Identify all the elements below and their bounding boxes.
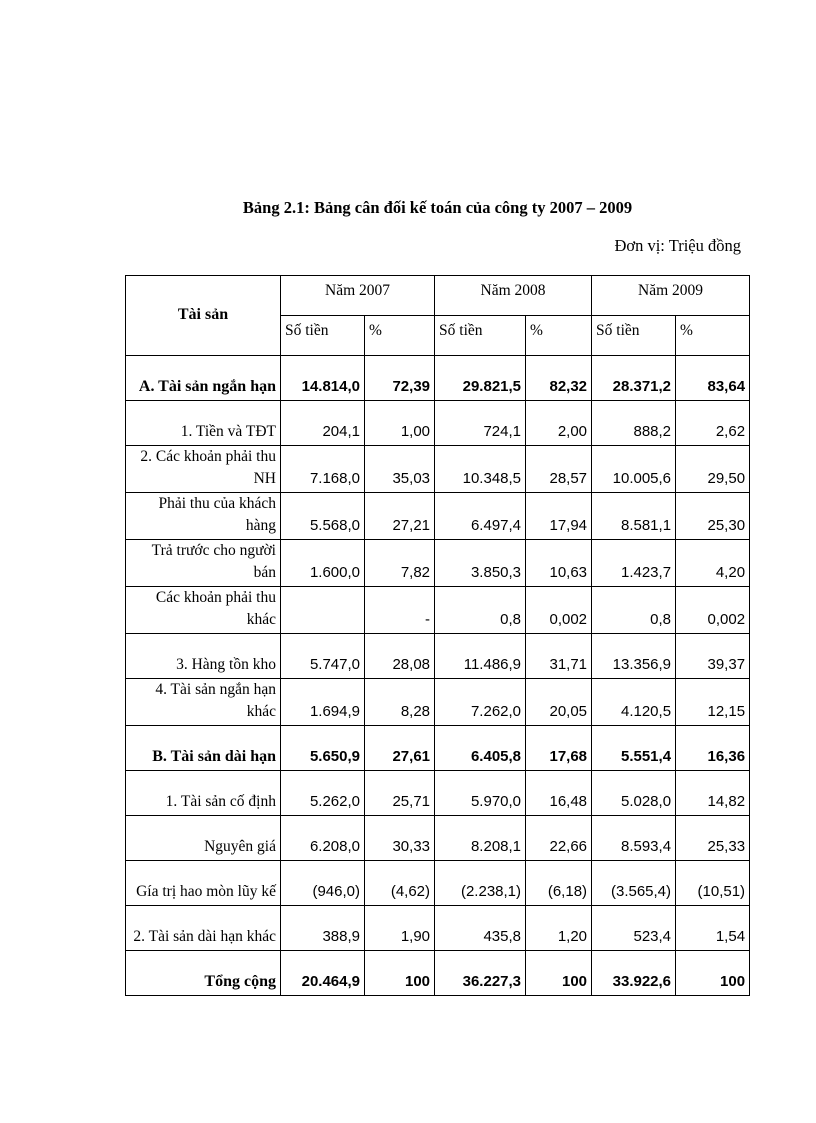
amount-cell: 5.970,0 bbox=[435, 771, 526, 816]
amount-cell: 6.497,4 bbox=[435, 493, 526, 540]
percent-cell: 100 bbox=[676, 951, 750, 996]
amount-cell: 20.464,9 bbox=[281, 951, 365, 996]
percent-cell: (10,51) bbox=[676, 861, 750, 906]
percent-cell: 17,68 bbox=[526, 726, 592, 771]
amount-cell: 5.747,0 bbox=[281, 634, 365, 679]
percent-cell: 25,71 bbox=[365, 771, 435, 816]
amount-cell: 5.568,0 bbox=[281, 493, 365, 540]
percent-header-2007: % bbox=[365, 316, 435, 356]
row-label: Các khoản phải thu khác bbox=[126, 587, 281, 634]
percent-cell: 20,05 bbox=[526, 679, 592, 726]
percent-cell: 83,64 bbox=[676, 356, 750, 401]
table-row bbox=[126, 587, 750, 634]
amount-header-2008: Số tiền bbox=[435, 316, 526, 356]
percent-cell: 14,82 bbox=[676, 771, 750, 816]
amount-header-2009: Số tiền bbox=[592, 316, 676, 356]
amount-cell: 28.371,2 bbox=[592, 356, 676, 401]
percent-cell: 8,28 bbox=[365, 679, 435, 726]
table-row bbox=[126, 401, 750, 446]
row-label: Gía trị hao mòn lũy kế bbox=[126, 861, 281, 906]
amount-cell: 435,8 bbox=[435, 906, 526, 951]
percent-cell: 31,71 bbox=[526, 634, 592, 679]
percent-cell: 25,33 bbox=[676, 816, 750, 861]
row-label: A. Tài sản ngắn hạn bbox=[126, 356, 281, 401]
table-row bbox=[126, 726, 750, 771]
amount-cell: 4.120,5 bbox=[592, 679, 676, 726]
amount-cell bbox=[281, 587, 365, 634]
percent-cell: 16,48 bbox=[526, 771, 592, 816]
amount-cell: 5.551,4 bbox=[592, 726, 676, 771]
percent-cell: 17,94 bbox=[526, 493, 592, 540]
amount-cell: 0,8 bbox=[592, 587, 676, 634]
row-label: Nguyên giá bbox=[126, 816, 281, 861]
amount-cell: 1.600,0 bbox=[281, 540, 365, 587]
year-header-2008: Năm 2008 bbox=[435, 276, 592, 316]
percent-cell: 2,00 bbox=[526, 401, 592, 446]
percent-cell: 27,21 bbox=[365, 493, 435, 540]
amount-cell: 13.356,9 bbox=[592, 634, 676, 679]
amount-cell: 36.227,3 bbox=[435, 951, 526, 996]
table-row bbox=[126, 540, 750, 587]
year-header-2007: Năm 2007 bbox=[281, 276, 435, 316]
percent-cell: 1,90 bbox=[365, 906, 435, 951]
amount-cell: 7.262,0 bbox=[435, 679, 526, 726]
percent-cell: 1,20 bbox=[526, 906, 592, 951]
percent-cell: 0,002 bbox=[676, 587, 750, 634]
row-label: Trả trước cho người bán bbox=[126, 540, 281, 587]
row-label: Tổng cộng bbox=[126, 951, 281, 996]
year-header-2009: Năm 2009 bbox=[592, 276, 750, 316]
percent-cell: 28,57 bbox=[526, 446, 592, 493]
row-label: 1. Tài sản cố định bbox=[126, 771, 281, 816]
amount-cell: (2.238,1) bbox=[435, 861, 526, 906]
table-row bbox=[126, 493, 750, 540]
percent-cell: 1,54 bbox=[676, 906, 750, 951]
row-label: 1. Tiền và TĐT bbox=[126, 401, 281, 446]
percent-cell: 29,50 bbox=[676, 446, 750, 493]
amount-cell: 5.650,9 bbox=[281, 726, 365, 771]
percent-cell: 28,08 bbox=[365, 634, 435, 679]
percent-cell: 16,36 bbox=[676, 726, 750, 771]
row-label: 4. Tài sản ngắn hạn khác bbox=[126, 679, 281, 726]
percent-cell: 2,62 bbox=[676, 401, 750, 446]
percent-header-2008: % bbox=[526, 316, 592, 356]
amount-cell: 5.028,0 bbox=[592, 771, 676, 816]
percent-cell: 25,30 bbox=[676, 493, 750, 540]
row-label: 2. Các khoản phải thu NH bbox=[126, 446, 281, 493]
amount-cell: 388,9 bbox=[281, 906, 365, 951]
percent-cell: 39,37 bbox=[676, 634, 750, 679]
percent-cell: 12,15 bbox=[676, 679, 750, 726]
percent-cell: 30,33 bbox=[365, 816, 435, 861]
percent-cell: 4,20 bbox=[676, 540, 750, 587]
amount-cell: 1.694,9 bbox=[281, 679, 365, 726]
amount-cell: 0,8 bbox=[435, 587, 526, 634]
percent-cell: 100 bbox=[526, 951, 592, 996]
percent-cell: 0,002 bbox=[526, 587, 592, 634]
percent-cell: (4,62) bbox=[365, 861, 435, 906]
percent-cell: 22,66 bbox=[526, 816, 592, 861]
table-row bbox=[126, 861, 750, 906]
asset-header: Tài sản bbox=[126, 276, 281, 356]
amount-cell: 10.348,5 bbox=[435, 446, 526, 493]
amount-cell: (3.565,4) bbox=[592, 861, 676, 906]
table-row bbox=[126, 446, 750, 493]
percent-cell: 72,39 bbox=[365, 356, 435, 401]
amount-cell: 8.593,4 bbox=[592, 816, 676, 861]
percent-header-2009: % bbox=[676, 316, 750, 356]
percent-cell: 35,03 bbox=[365, 446, 435, 493]
amount-cell: 523,4 bbox=[592, 906, 676, 951]
table-row bbox=[126, 679, 750, 726]
unit-label: Đơn vị: Triệu đồng bbox=[614, 236, 741, 255]
percent-cell: 82,32 bbox=[526, 356, 592, 401]
amount-cell: 8.208,1 bbox=[435, 816, 526, 861]
amount-cell: 6.208,0 bbox=[281, 816, 365, 861]
balance-sheet-table bbox=[125, 275, 750, 996]
table-row bbox=[126, 951, 750, 996]
percent-cell: 1,00 bbox=[365, 401, 435, 446]
amount-cell: 724,1 bbox=[435, 401, 526, 446]
amount-cell: 8.581,1 bbox=[592, 493, 676, 540]
row-label: 3. Hàng tồn kho bbox=[126, 634, 281, 679]
percent-cell: 7,82 bbox=[365, 540, 435, 587]
amount-cell: 33.922,6 bbox=[592, 951, 676, 996]
amount-cell: 5.262,0 bbox=[281, 771, 365, 816]
table-row bbox=[126, 634, 750, 679]
table-row bbox=[126, 356, 750, 401]
percent-cell: - bbox=[365, 587, 435, 634]
amount-cell: 204,1 bbox=[281, 401, 365, 446]
row-label: Phải thu của khách hàng bbox=[126, 493, 281, 540]
percent-cell: 100 bbox=[365, 951, 435, 996]
table-title: Bảng 2.1: Bảng cân đối kế toán của công ty 2007 – 2009 bbox=[242, 198, 633, 217]
amount-cell: (946,0) bbox=[281, 861, 365, 906]
amount-header-2007: Số tiền bbox=[281, 316, 365, 356]
row-label: 2. Tài sản dài hạn khác bbox=[126, 906, 281, 951]
amount-cell: 11.486,9 bbox=[435, 634, 526, 679]
amount-cell: 7.168,0 bbox=[281, 446, 365, 493]
percent-cell: 27,61 bbox=[365, 726, 435, 771]
amount-cell: 10.005,6 bbox=[592, 446, 676, 493]
amount-cell: 3.850,3 bbox=[435, 540, 526, 587]
amount-cell: 6.405,8 bbox=[435, 726, 526, 771]
amount-cell: 14.814,0 bbox=[281, 356, 365, 401]
amount-cell: 888,2 bbox=[592, 401, 676, 446]
percent-cell: (6,18) bbox=[526, 861, 592, 906]
amount-cell: 29.821,5 bbox=[435, 356, 526, 401]
percent-cell: 10,63 bbox=[526, 540, 592, 587]
amount-cell: 1.423,7 bbox=[592, 540, 676, 587]
row-label: B. Tài sản dài hạn bbox=[126, 726, 281, 771]
table-row bbox=[126, 906, 750, 951]
table-row bbox=[126, 816, 750, 861]
header-row-years bbox=[126, 276, 750, 316]
table-row bbox=[126, 771, 750, 816]
